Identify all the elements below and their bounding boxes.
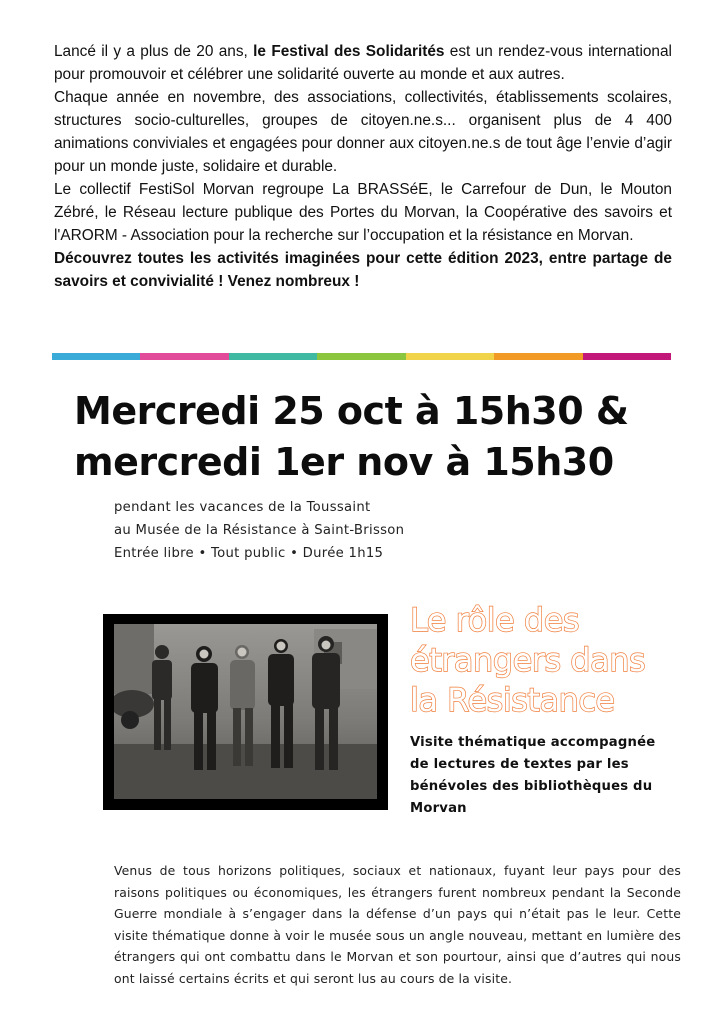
intro-call-to-action: Découvrez toutes les activités imaginées pour cette édition 2023, entre partage de savoirs et convivialité ! Venez nombreux ! <box>54 250 672 290</box>
talk-description: Venus de tous horizons politiques, sociaux et nationaux, fuyant leur pays pour des raisons politiques ou économiques, les étrangers furent nombreux pendant la Seconde Guerre mondiale à s’engager dans la défense d’un pays qui n’était pas le leur. Cette visite thématique donne à voir le musée sous un angle nouveau, mettant en lumière des étrangers qui ont combattu dans le Morvan et son pourtour, ainsi que d’autres qui nous ont laissé certains écrits et qui seront lus au cours de la visite. <box>114 863 681 986</box>
intro-paragraph-1: Lancé il y a plus de 20 ans, le Festival des Solidarités est un rendez-vous international pour promouvoir et célébrer une solidarité ouverte au monde et aux autres. <box>54 43 672 83</box>
event-info <box>114 496 404 565</box>
event-dates-heading <box>74 386 694 488</box>
stripe-segment <box>229 353 317 360</box>
stripe-segment <box>317 353 405 360</box>
talk-title: Le rôle des étrangers dans la Résistance <box>410 601 646 719</box>
event-details: Entrée libre • Tout public • Durée 1h15 <box>114 546 384 561</box>
talk-subtitle: Visite thématique accompagnée de lectures de textes par les bénévoles des bibliothèques du Morvan <box>410 735 656 816</box>
color-stripe-divider <box>52 353 671 360</box>
festival-name: le Festival des Solidarités <box>253 43 445 60</box>
intro-paragraph-2: Chaque année en novembre, des associations, collectivités, établissements scolaires, structures socio-culturelles, groupes de citoyen.ne.s... organisent plus de 4 400 animations conviviales et engagées pour donner aux citoyen.ne.s de tout âge l’envie d’agir pour un monde juste, solidaire et durable. <box>54 89 672 175</box>
event-date-line-2: mercredi 1er nov à 15h30 <box>74 440 614 484</box>
intro-paragraph-3: Le collectif FestiSol Morvan regroupe La BRASSéE, le Carrefour de Dun, le Mouton Zébré, le Réseau lecture publique des Portes du Morvan, la Coopérative des savoirs et l'ARORM - Association pour la recherche sur l’occupation et la résistance en Morvan. <box>54 181 672 244</box>
stripe-segment <box>52 353 140 360</box>
historical-photo <box>103 614 388 810</box>
resistance-fighters-photo <box>114 624 377 799</box>
stripe-segment <box>406 353 494 360</box>
stripe-segment <box>583 353 671 360</box>
stripe-segment <box>140 353 228 360</box>
event-date-line-1: Mercredi 25 oct à 15h30 & <box>74 389 629 433</box>
stripe-segment <box>494 353 582 360</box>
intro-text <box>54 40 672 293</box>
event-location: au Musée de la Résistance à Saint-Brisson <box>114 523 405 538</box>
event-period: pendant les vacances de la Toussaint <box>114 500 371 515</box>
